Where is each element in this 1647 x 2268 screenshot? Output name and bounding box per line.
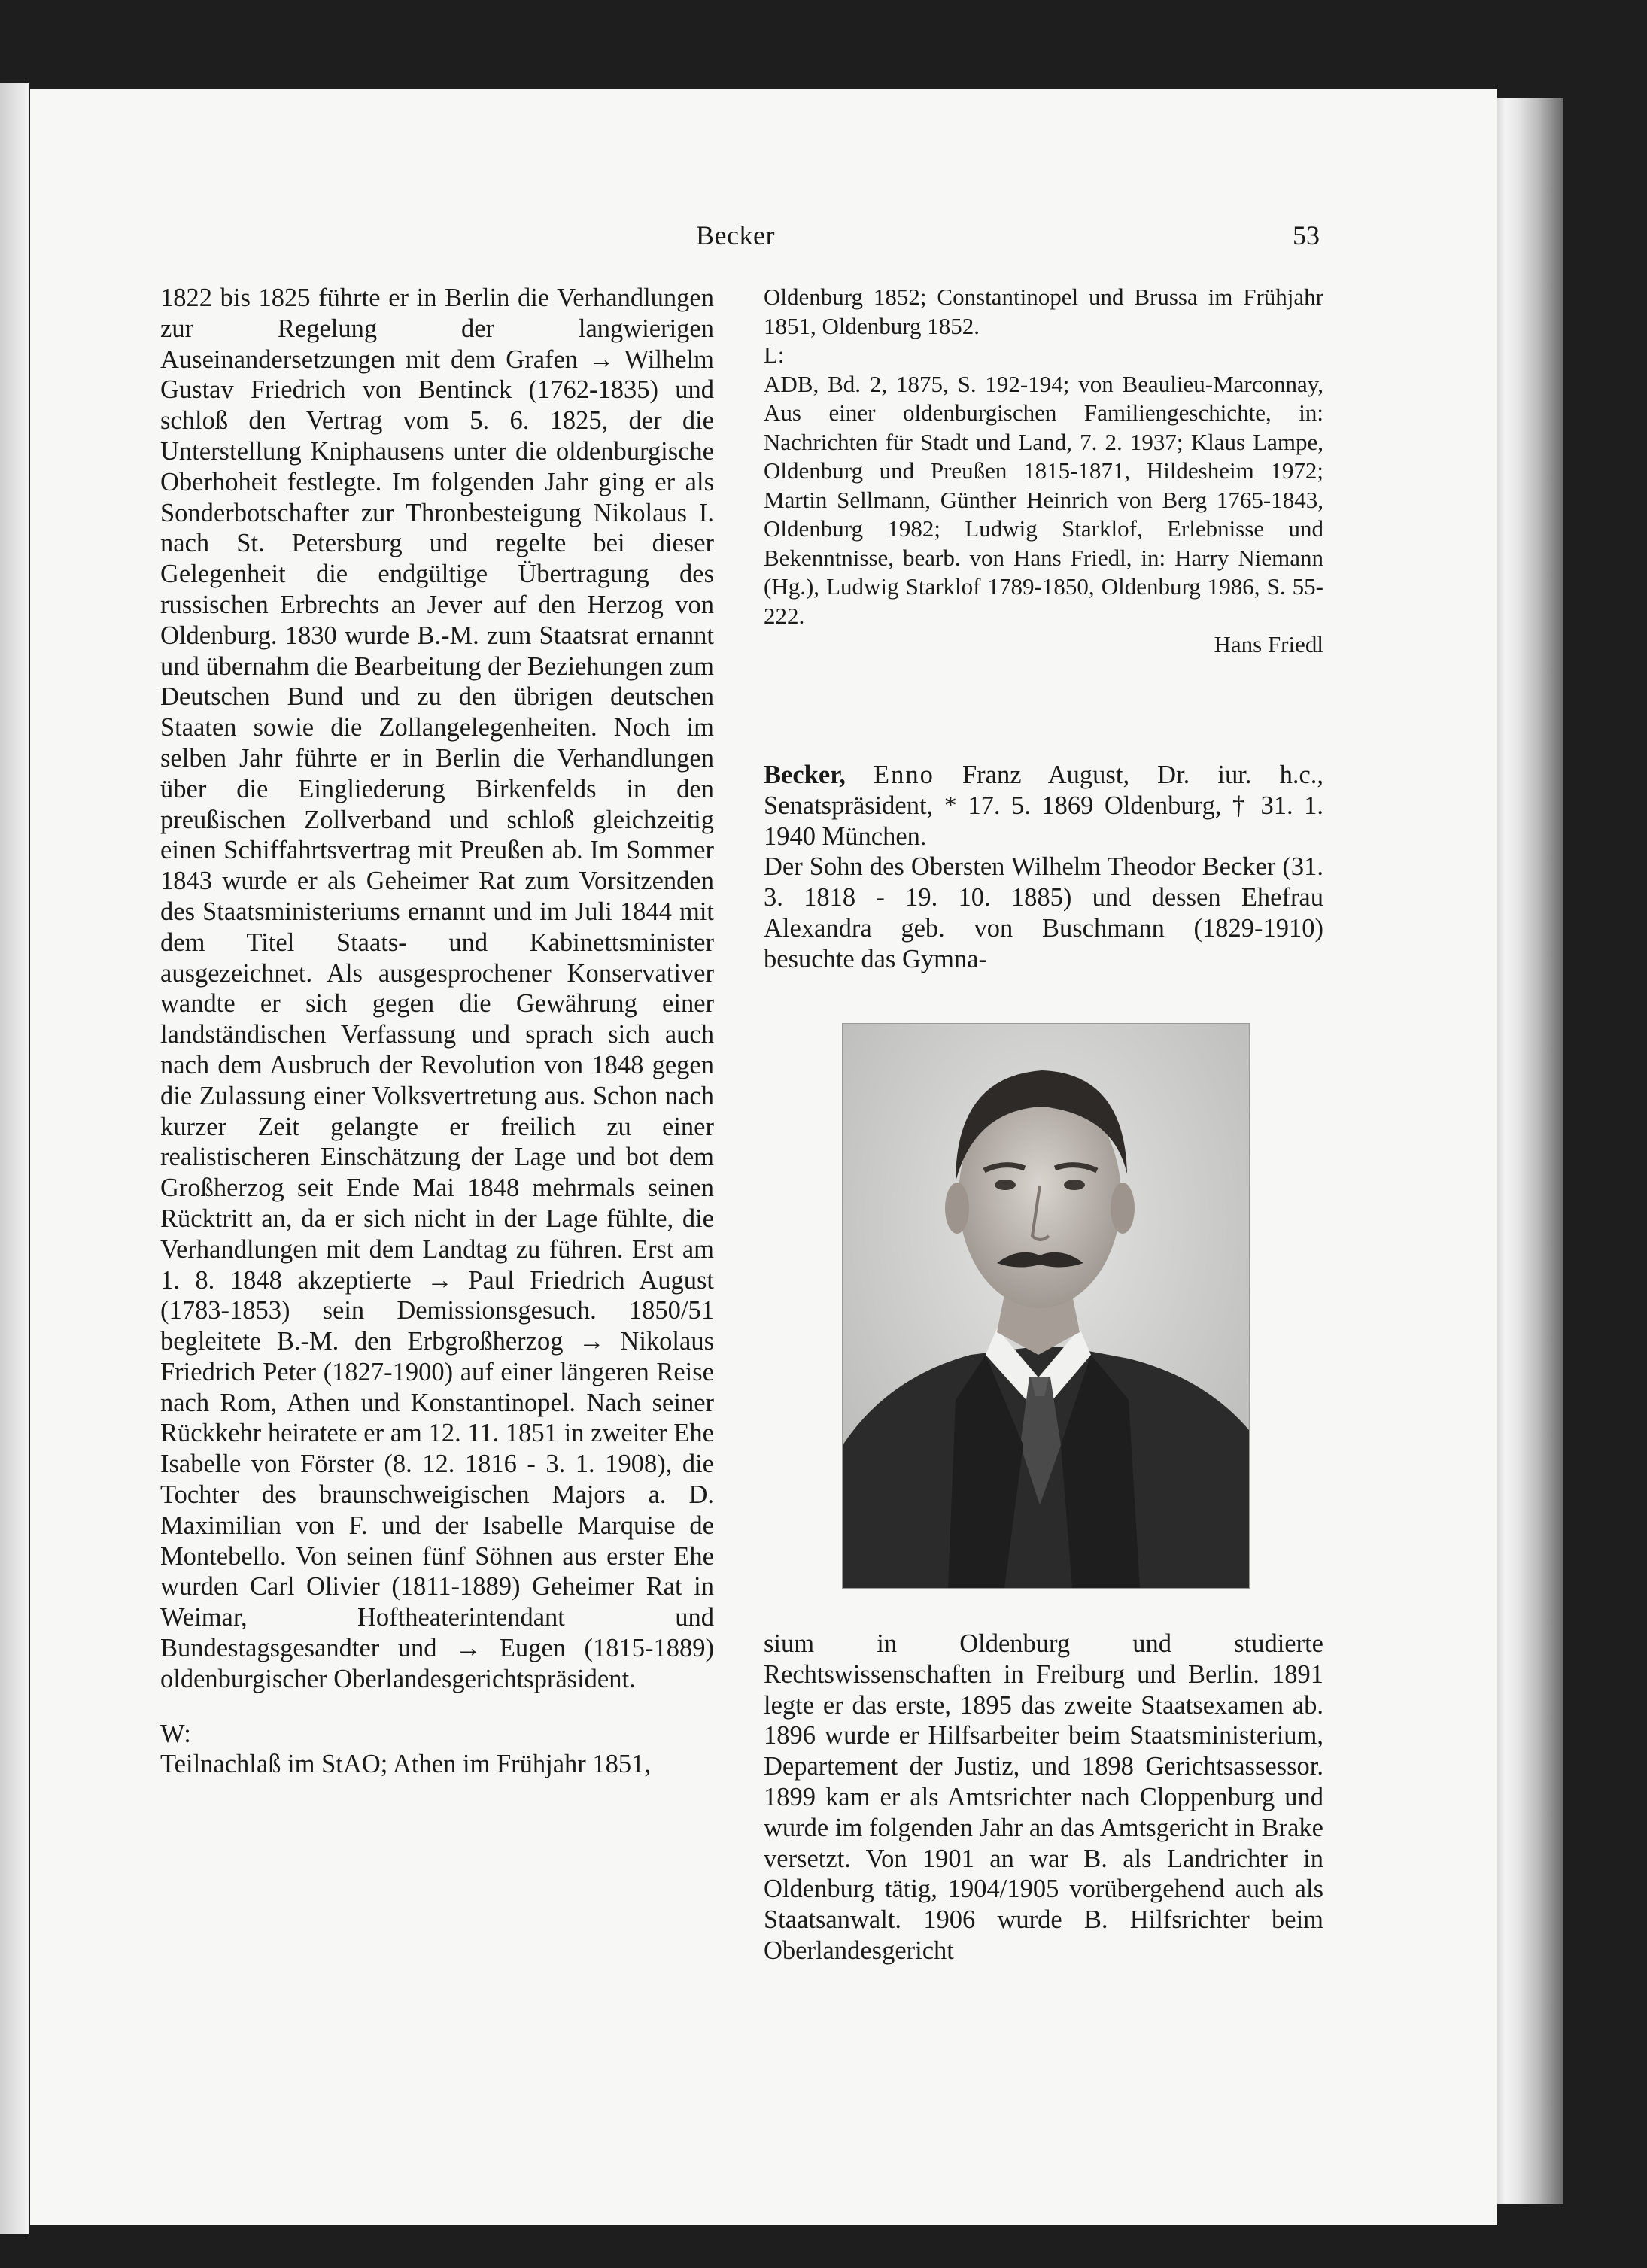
works-label: W:	[160, 1719, 191, 1748]
entry-surname: Becker,	[764, 761, 846, 789]
literature-text: ADB, Bd. 2, 1875, S. 192-194; von Beaulieu-Marconnay, Aus einer oldenburgischen Familiengeschichte, in: Nachrichten für Stadt und Land, 7. 2. 1937; Klaus Lampe, Oldenburg und Preußen 1815-1871, Hildesheim 1972; Martin Sellmann, Günther Heinrich von Berg 1765-1843, Oldenburg 1982; Ludwig Starklof, Erlebnisse und Bekenntnisse, bearb. von Hans Friedl, in: Harry Niemann (Hg.), Ludwig Starklof 1789-1850, Oldenburg 1986, S. 55-222.	[764, 370, 1323, 629]
left-column	[160, 283, 714, 1780]
works-continued: Oldenburg 1852; Constantinopel und Brussa im Frühjahr 1851, Oldenburg 1852.	[764, 284, 1323, 339]
entry-details: Franz August, Dr. iur. h.c., Senatspräsident, * 17. 5. 1869 Oldenburg, † 31. 1. 1940 München.	[764, 761, 1324, 851]
adjacent-page-edge	[0, 83, 29, 2234]
running-title: Becker	[696, 220, 775, 250]
portrait-illustration	[843, 1024, 1249, 1588]
entry-heading	[764, 760, 1323, 852]
entry-firstname: Enno	[874, 761, 934, 789]
page-number: 53	[1293, 220, 1320, 250]
entry-paragraph-2: sium in Oldenburg und studierte Rechtswissenschaften in Freiburg und Berlin. 1891 legte er das erste, 1895 das zweite Staatsexamen ab. 1896 wurde er Hilfsarbeiter beim Staatsministerium, Departement der Justiz, und 1898 Gerichtsassessor. 1899 kam er als Amtsrichter nach Cloppenburg und wurde im folgenden Jahr an das Amtsgericht in Brake versetzt. Von 1901 an war B. als Landrichter in Oldenburg tätig, 1904/1905 vorübergehend auch als Staatsanwalt. 1906 wurde B. Hilfsrichter beim Oberlandesgericht	[764, 1629, 1323, 1965]
book-page-stack-edge	[1497, 98, 1563, 2204]
portrait-photo	[842, 1023, 1250, 1589]
entry-column	[764, 760, 1323, 975]
literature-label: L:	[764, 342, 785, 368]
right-column-references	[764, 283, 1323, 660]
article-author: Hans Friedl	[1214, 631, 1323, 657]
entry-column-continued	[764, 1629, 1323, 1966]
biography-paragraph: 1822 bis 1825 führte er in Berlin die Verhandlungen zur Regelung der langwierigen Auseinandersetzungen mit dem Grafen → Wilhelm Gustav Friedrich von Bentinck (1762-1835) und schloß den Vertrag vom 5. 6. 1825, der die Unterstellung Kniphausens unter die oldenburgische Oberhoheit festlegte. Im folgenden Jahr ging er als Sonderbotschafter zur Thronbesteigung Nikolaus I. nach St. Petersburg und regelte bei dieser Gelegenheit die endgültige Übertragung des russischen Erbrechts an Jever auf den Herzog von Oldenburg. 1830 wurde B.-M. zum Staatsrat ernannt und übernahm die Bearbeitung der Beziehungen zum Deutschen Bund und zu den übrigen deutschen Staaten sowie die Zollangelegenheiten. Noch im selben Jahr führte er in Berlin die Verhandlungen über die Eingliederung Birkenfelds in den preußischen Zollverband und schloß gleichzeitig einen Schiffahrtsvertrag mit Preußen ab. Im Sommer 1843 wurde er als Geheimer Rat zum Vorsitzenden des Staatsministeriums ernannt und im Juli 1844 mit dem Titel Staats- und Kabinettsminister ausgezeichnet. Als ausgesprochener Konservativer wandte er sich gegen die Gewährung einer landständischen Verfassung und sprach sich auch nach dem Ausbruch der Revolution von 1848 gegen die Zulassung einer Volksvertretung aus. Schon nach kurzer Zeit gelangte er freilich zu einer realistischeren Einschätzung der Lage und bot dem Großherzog seit Ende Mai 1848 mehrmals seinen Rücktritt an, da er sich nicht in der Lage fühlte, die Verhandlungen mit dem Landtag zu führen. Erst am 1. 8. 1848 akzeptierte → Paul Friedrich August (1783-1853) sein Demissionsgesuch. 1850/51 begleitete B.-M. den Erbgroßherzog → Nikolaus Friedrich Peter (1827-1900) auf einer längeren Reise nach Rom, Athen und Konstantinopel. Nach seiner Rückkehr heiratete er am 12. 11. 1851 in zweiter Ehe Isabelle von Förster (8. 12. 1816 - 3. 1. 1908), die Tochter des braunschweigischen Majors a. D. Maximilian von F. und der Isabelle Marquise de Montebello. Von seinen fünf Söhnen aus erster Ehe wurden Carl Olivier (1811-1889) Geheimer Rat in Weimar, Hoftheaterintendant und Bundestagsgesandter und → Eugen (1815-1889) oldenburgischer Oberlandesgerichtspräsident.	[160, 284, 714, 1693]
works-text: Teilnachlaß im StAO; Athen im Frühjahr 1851,	[160, 1750, 652, 1779]
entry-paragraph-1: Der Sohn des Obersten Wilhelm Theodor Becker (31. 3. 1818 - 19. 10. 1885) und dessen Ehefrau Alexandra geb. von Buschmann (1829-1910) besuchte das Gymna-	[764, 852, 1323, 973]
